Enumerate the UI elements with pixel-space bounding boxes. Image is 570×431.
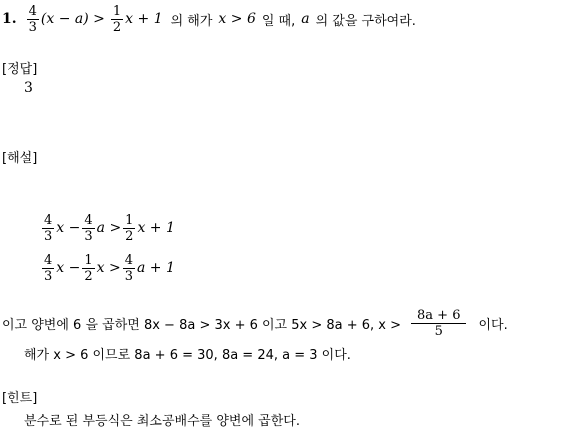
expression-part: a > (96, 220, 122, 236)
fraction-1-2: $\frac{1}{2}$ (112, 3, 122, 35)
solution-paragraph-1 (2, 305, 508, 341)
expression-part: a + 1 (137, 260, 175, 276)
fraction: $\frac{8a + 6}{5}$ (411, 308, 466, 339)
expression-part: x − (56, 220, 81, 236)
lhs-expression: (x − a) > (40, 11, 105, 27)
problem-number: 1. (2, 11, 17, 27)
fraction: $\frac{4}{3}$ (84, 212, 93, 244)
hint-text: 분수로 된 부등식은 최소공배수를 양변에 곱한다. (24, 414, 300, 429)
problem-text-b: 일 때, (261, 13, 296, 29)
answer-label: [정답] (2, 62, 38, 77)
solution-paragraph-2: 해가 x > 6 이므로 8a + 6 = 30, 8a = 24, a = 3 이다. (24, 348, 351, 363)
problem-statement (2, 2, 416, 36)
solution-line-2 (40, 250, 175, 286)
condition: x > 6 (218, 11, 256, 27)
variable-a: a (301, 11, 310, 27)
fraction-4-3: $\frac{4}{3}$ (28, 3, 37, 35)
solution-label: [해설] (2, 151, 38, 166)
fraction: $\frac{1}{2}$ (125, 212, 134, 244)
fraction: $\frac{4}{3}$ (124, 252, 133, 284)
hint-label: [힌트] (2, 391, 38, 406)
problem-text-a: 의 해가 (170, 13, 213, 29)
expression-part: x > (96, 260, 121, 276)
solution-text-end: 이다. (478, 317, 508, 333)
problem-text-c: 의 값을 구하여라. (315, 13, 416, 29)
rhs-expression: x + 1 (125, 11, 163, 27)
expression-part: x − (56, 260, 81, 276)
answer-value: 3 (24, 80, 33, 96)
expression-part: x + 1 (137, 220, 175, 236)
fraction: $\frac{4}{3}$ (44, 212, 53, 244)
fraction: $\frac{4}{3}$ (44, 252, 53, 284)
solution-text: 이고 양변에 6 을 곱하면 8x − 8a > 3x + 6 이고 5x > 8a + 6, x > (2, 317, 402, 333)
fraction: $\frac{1}{2}$ (84, 252, 93, 284)
solution-line-1 (40, 210, 175, 246)
